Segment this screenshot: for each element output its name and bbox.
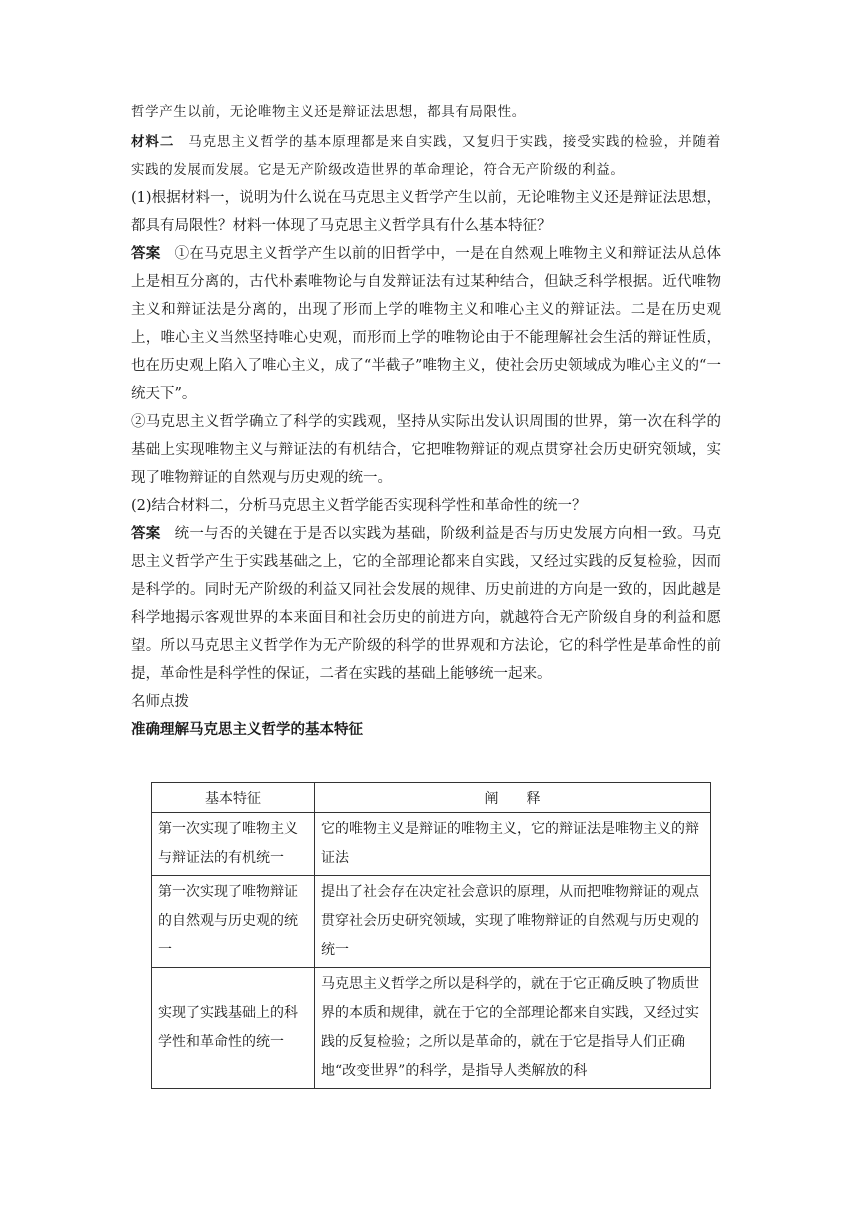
answer-2 — [131, 520, 721, 688]
document-body — [131, 98, 721, 744]
explanation-cell: 马克思主义哲学之所以是科学的，就在于它正确反映了物质世界的本质和规律，就在于它的全部理论都来自实践，又经过实践的反复检验；之所以是革命的，就在于它是指导人们正确地“改变世界”的科学，是指导人类解放的科 — [315, 968, 711, 1089]
feature-cell: 实现了实践基础上的科学性和革命性的统一 — [152, 968, 315, 1089]
explanation-cell: 提出了社会存在决定社会意识的原理，从而把唯物辩证的观点贯穿社会历史研究领域，实现了唯物辩证的自然观与历史观的统一 — [315, 876, 711, 968]
answer-1-part-2: ②马克思主义哲学确立了科学的实践观，坚持从实际出发认识周围的世界，第一次在科学的基础上实现唯物主义与辩证法的有机结合，它把唯物辩证的观点贯穿社会历史研究领域，实现了唯物辩证的自然观与历史观的统一。 — [131, 414, 721, 486]
table-row — [152, 968, 711, 1089]
table-row — [152, 813, 711, 876]
feature-cell: 第一次实现了唯物辩证的自然观与历史观的统一 — [152, 876, 315, 968]
explanation-cell: 它的唯物主义是辩证的唯物主义，它的辩证法是唯物主义的辩证法 — [315, 813, 711, 876]
answer-label: 答案 — [131, 246, 161, 262]
intro-line: 哲学产生以前，无论唯物主义还是辩证法思想，都具有局限性。 — [131, 104, 526, 120]
material-two — [131, 128, 721, 184]
table-header-row — [152, 783, 711, 813]
header-explanation: 阐 释 — [315, 783, 711, 813]
question-1: (1)根据材料一，说明为什么说在马克思主义哲学产生以前，无论唯物主义还是辩证法思想，都具有局限性？材料一体现了马克思主义哲学具有什么基本特征？ — [131, 190, 721, 234]
answer-1-part-1 — [131, 240, 721, 408]
header-feature: 基本特征 — [152, 783, 315, 813]
material-two-text: 马克思主义哲学的基本原理都是来自实践，又复归于实践，接受实践的检验，并随着实践的发展而发展。它是无产阶级改造世界的革命理论，符合无产阶级的利益。 — [131, 134, 721, 178]
tip-heading: 名师点拨 — [131, 694, 189, 710]
answer-2-text: 统一与否的关键在于是否以实践为基础，阶级利益是否与历史发展方向相一致。马克思主义哲学产生于实践基础之上，它的全部理论都来自实践，又经过实践的反复检验，因而是科学的。同时无产阶级的利益又同社会发展的规律、历史前进的方向是一致的，因此越是科学地揭示客观世界的本来面目和社会历史的前进方向，就越符合无产阶级自身的利益和愿望。所以马克思主义哲学作为无产阶级的科学的世界观和方法论，它的科学性是革命性的前提，革命性是科学性的保证，二者在实践的基础上能够统一起来。 — [131, 526, 722, 682]
table-title: 准确理解马克思主义哲学的基本特征 — [131, 722, 363, 738]
answer-1-part-1-text: ①在马克思主义哲学产生以前的旧哲学中，一是在自然观上唯物主义和辩证法从总体上是相互分离的，古代朴素唯物论与自发辩证法有过某种结合，但缺乏科学根据。近代唯物主义和辩证法是分离的，出现了形而上学的唯物主义和唯心主义的辩证法。二是在历史观上，唯心主义当然坚持唯心史观，而形而上学的唯物论由于不能理解社会生活的辩证性质，也在历史观上陷入了唯心主义，成了“半截子”唯物主义，使社会历史领域成为唯心主义的“一统天下”。 — [131, 246, 722, 402]
feature-cell: 第一次实现了唯物主义与辩证法的有机统一 — [152, 813, 315, 876]
material-two-label: 材料二 — [131, 134, 175, 150]
answer-label: 答案 — [131, 526, 161, 542]
features-table — [151, 782, 711, 1089]
question-2: (2)结合材料二，分析马克思主义哲学能否实现科学性和革命性的统一？ — [131, 498, 587, 514]
table-row — [152, 876, 711, 968]
